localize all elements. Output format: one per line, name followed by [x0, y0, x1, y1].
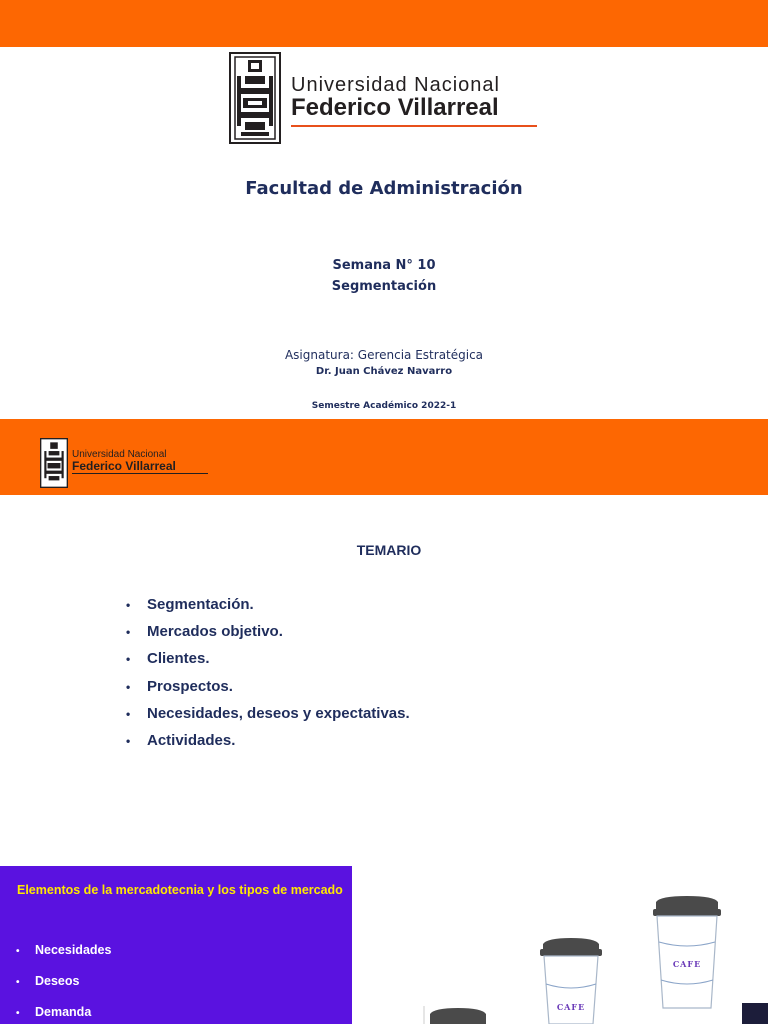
list-item: [126, 596, 410, 623]
topic-label: Segmentación: [331, 279, 437, 294]
dark-corner-block: [742, 1003, 768, 1024]
bullet: •: [126, 652, 131, 667]
list-item-label: Segmentación.: [147, 596, 254, 613]
list-item-label: Deseos: [35, 974, 80, 988]
list-item: [16, 1005, 111, 1036]
panel-title: Elementos de la mercadotecnia y los tipos de mercado: [17, 883, 343, 897]
list-item: [126, 705, 410, 732]
bullet: •: [16, 1008, 20, 1019]
list-item: [126, 650, 410, 677]
bullet: •: [16, 946, 20, 957]
cup-label: CAFE: [556, 1002, 586, 1012]
coffee-cups-illustration: [420, 892, 730, 1024]
list-item-label: Prospectos.: [147, 677, 233, 695]
list-item: [126, 623, 410, 650]
list-item: [16, 974, 111, 1005]
logo-line-federico: Federico Villarreal: [72, 459, 176, 473]
list-item-label: Clientes.: [147, 650, 210, 668]
list-item: [126, 732, 410, 759]
logo-line-universidad: Universidad Nacional: [72, 449, 167, 460]
teacher-label: Dr. Juan Chávez Navarro: [315, 366, 453, 377]
coffee-cup-icon: [653, 896, 721, 1008]
temario-list: [126, 596, 410, 759]
list-item-label: Necesidades: [35, 943, 112, 957]
elements-list: [16, 943, 111, 1036]
list-item: [16, 943, 111, 974]
list-item-label: Necesidades, deseos y expectativas.: [147, 704, 410, 722]
bullet: •: [126, 706, 131, 721]
bullet: •: [126, 733, 131, 748]
university-emblem-icon: [229, 52, 281, 144]
list-item-label: Demanda: [35, 1005, 92, 1019]
temario-heading: TEMARIO: [356, 542, 422, 558]
bullet: •: [126, 598, 131, 612]
university-logo-large: [229, 52, 541, 144]
logo-line-universidad: Universidad Nacional: [291, 74, 500, 96]
university-logo-small: [40, 438, 210, 488]
coffee-cup-icon: [540, 938, 602, 1024]
faculty-title: Facultad de Administración: [245, 178, 523, 199]
logo-line-federico: Federico Villarreal: [291, 94, 499, 121]
logo-underline: [291, 125, 537, 127]
list-item-label: Mercados objetivo.: [147, 623, 283, 641]
top-orange-band: [0, 0, 768, 47]
bullet: •: [126, 679, 131, 694]
term-label: Semestre Académico 2022-1: [311, 401, 457, 411]
cup-label: CAFE: [672, 959, 702, 969]
list-item: [126, 678, 410, 705]
bullet: •: [16, 977, 20, 988]
list-item-label: Actividades.: [147, 731, 236, 749]
logo-underline: [72, 473, 208, 474]
subject-label: Asignatura: Gerencia Estratégica: [284, 348, 484, 362]
bullet: •: [126, 625, 131, 640]
week-label: Semana N° 10: [332, 258, 436, 273]
university-emblem-icon: [40, 438, 68, 488]
coffee-cup-icon: [424, 1006, 486, 1024]
